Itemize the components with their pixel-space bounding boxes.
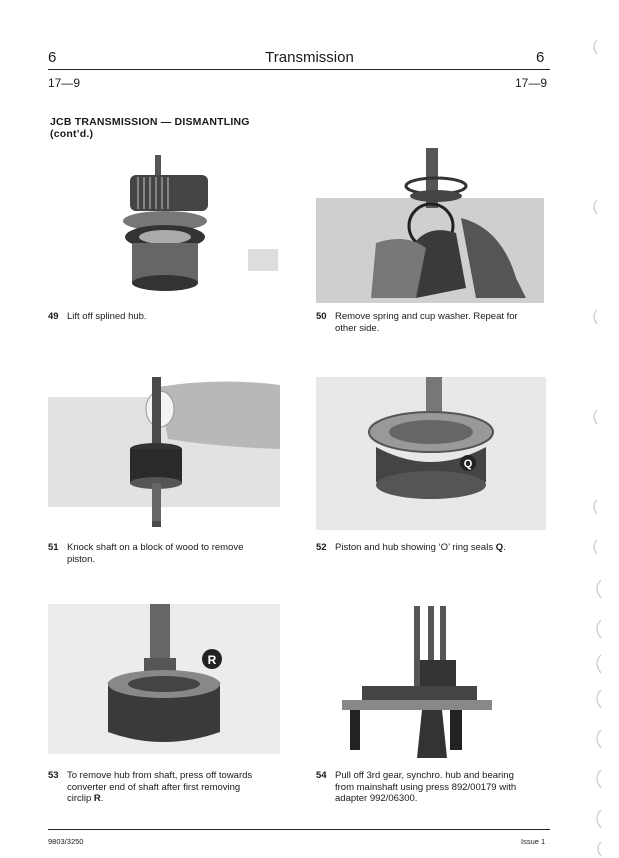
caption-text: Knock shaft on a block of wood to remove [67,542,244,553]
caption-text: adapter 992/06300. [335,793,418,804]
caption-text: other side. [335,322,380,334]
caption-51 [48,542,298,565]
page-heading [50,116,250,140]
section-number-right: 17—9 [515,76,548,90]
heading-line-1: JCB TRANSMISSION — DISMANTLING [50,116,250,128]
photo-51 [48,377,280,530]
caption-text: Piston and hub showing ‘O’ ring seals [335,542,496,553]
figure-number: 49 [48,311,59,322]
heading-line-2: (cont’d.) [50,128,94,140]
figure-number: 53 [48,770,59,781]
footer-rule [48,829,550,830]
callout-r-label: R [207,653,217,667]
binder-marks [579,0,619,858]
caption-54 [316,770,556,805]
section-number-left: 17—9 [48,76,81,90]
caption-text: . [100,793,104,804]
figure-number: 51 [48,542,59,553]
caption-text: Remove spring and cup washer. Repeat for [335,311,518,322]
caption-text: circlip [67,793,94,804]
photo-53 [48,604,280,754]
caption-52 [316,542,556,554]
figure-number: 54 [316,770,327,781]
photo-52 [316,377,546,530]
caption-50 [316,311,556,334]
chapter-title: Transmission [265,49,354,66]
chapter-number-right: 6 [536,49,545,66]
callout-ref-q: Q [495,542,504,553]
caption-text: piston. [67,553,95,565]
caption-text: To remove hub from shaft, press off towards [67,770,253,781]
figure-number: 52 [316,542,327,553]
caption-text: from mainshaft using press 892/00179 with [335,781,517,793]
caption-53 [48,770,298,805]
footer-issue: Issue 1 [521,837,546,846]
caption-text: Pull off 3rd gear, synchro. hub and bearing [335,770,514,781]
caption-text: converter end of shaft after first removing [67,781,241,793]
callout-ref-r: R [93,793,101,804]
photo-49 [110,153,280,300]
photo-54 [332,606,502,758]
header-rule [48,69,550,70]
callout-q-label: Q [463,458,473,470]
footer-doc-number: 9803/3250 [48,837,84,846]
figure-number: 50 [316,311,327,322]
caption-text: Lift off splined hub. [67,311,147,322]
photo-50 [316,148,544,303]
caption-text: . [503,542,506,553]
caption-49 [48,311,298,323]
chapter-number-left: 6 [48,49,57,66]
